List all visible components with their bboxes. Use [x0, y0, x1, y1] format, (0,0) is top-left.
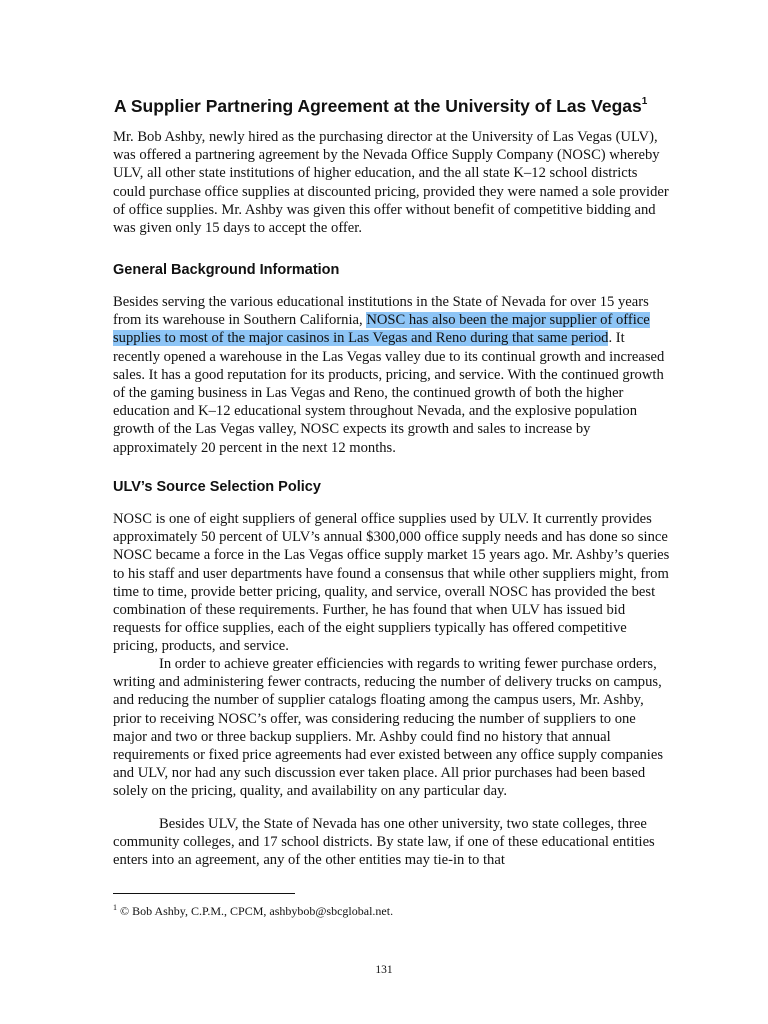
document-title-text: A Supplier Partnering Agreement at the University of Las Vegas — [114, 95, 642, 116]
intro-paragraph: Mr. Bob Ashby, newly hired as the purchasing director at the University of Las Vegas (ULV), was offered a partnering agreement by the Nevada Office Supply Company (NOSC) whereby ULV, all other state institutions of higher education, and the all state K–12 school districts could purchase office supplies at discounted pricing, provided they were named a sole provider of office supplies. Mr. Ashby was given this offer without benefit of competitive bidding and was given only 15 days to accept the offer. — [113, 129, 669, 237]
document-title — [114, 92, 674, 117]
footnote-divider — [113, 893, 295, 894]
source-selection-paragraph-1: NOSC is one of eight suppliers of general office supplies used by ULV. It currently provides approximately 50 percent of ULV’s annual $300,000 office supply needs and has done so since NOSC became a force in the Las Vegas office supply market 15 years ago. Mr. Ashby’s queries to his staff and user departments have found a consensus that while other suppliers might, from time to time, provide better pricing, quality, and service, overall NOSC has provided the best combination of these requirements. Further, he has found that when ULV has issued bid requests for office supplies, each of the eight suppliers typically has offered competitive pricing, products, and service. — [113, 511, 670, 655]
footnote — [113, 900, 393, 919]
footnote-marker: 1 — [113, 903, 117, 912]
section-heading-background: General Background Information — [113, 262, 340, 278]
background-text-after-highlight: . It recently opened a warehouse in the Las Vegas valley due to its continual growth and increased sales. It has a good reputation for its products, pricing, and service. With the continued growth of the gaming business in Las Vegas and Reno, the continued growth of both the higher education and K–12 educational system throughout Nevada, and the explosive population growth of the Las Vegas valley, NOSC expects its growth and sales to increase by approximately 20 percent in the next 12 months. — [113, 330, 665, 456]
source-selection-paragraph-2: In order to achieve greater efficiencies with regards to writing fewer purchase orders, writing and administering fewer contracts, reducing the number of delivery trucks on campus, and reducing the number of supplier catalogs floating among the campus users, Mr. Ashby, prior to receiving NOSC’s offer, was considering reducing the number of suppliers to one major and two or three backup suppliers. Mr. Ashby could find no history that annual requirements or fixed price agreements had ever existed between any office supply companies and ULV, nor had any such discussion ever taken place. All prior purchases had been based solely on the pricing, quality, and availability on any particular day. — [113, 656, 664, 800]
title-footnote-marker[interactable]: 1 — [641, 96, 648, 107]
page-number: 131 — [375, 964, 393, 976]
section-heading-source-selection: ULV’s Source Selection Policy — [113, 479, 321, 495]
highlighted-text-selection[interactable]: NOSC has also been the major supplier of office supplies to most of the major casinos in Las Vegas and Reno during that same period — [113, 312, 650, 347]
background-text-before-highlight: Besides serving the various educational institutions in the State of Nevada for over 15 years from its warehouse in Southern California, — [113, 294, 649, 329]
background-paragraph — [113, 293, 673, 457]
source-selection-paragraph-3: Besides ULV, the State of Nevada has one other university, two state colleges, three community colleges, and 17 school districts. By state law, if one of these educational entities enters into an agreement, any of the other entities may tie-in to that — [113, 816, 655, 869]
footnote-text: © Bob Ashby, C.P.M., CPCM, ashbybob@sbcglobal.net. — [117, 904, 394, 918]
